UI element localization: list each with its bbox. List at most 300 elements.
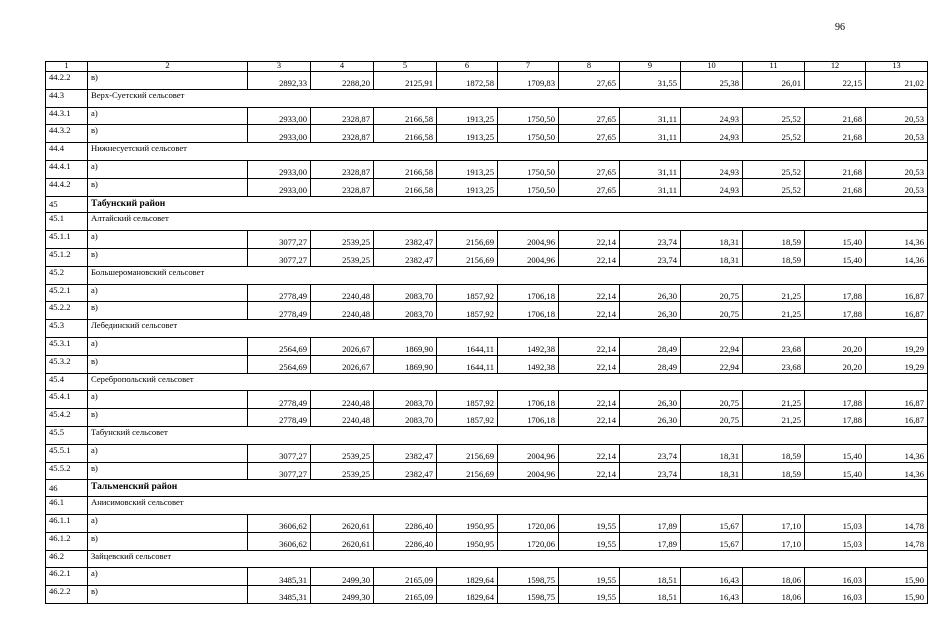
- value-cell: 2156,69: [437, 444, 498, 462]
- column-number-cell: 12: [805, 62, 866, 72]
- value-cell: 16,43: [681, 568, 743, 586]
- value-cell: 17,10: [743, 532, 805, 550]
- table-row: [46, 107, 928, 125]
- column-number-cell: 4: [311, 62, 374, 72]
- value-cell: 20,75: [681, 302, 743, 320]
- value-cell: 3077,27: [248, 248, 311, 266]
- value-cell: 2240,48: [311, 284, 374, 302]
- value-cell: 1706,18: [498, 302, 559, 320]
- row-code: 46.2.1: [46, 568, 88, 586]
- value-cell: 2328,87: [311, 107, 374, 125]
- council-title: Зайцевский сельсовет: [88, 550, 928, 568]
- value-cell: 15,03: [805, 514, 866, 532]
- value-cell: 20,53: [866, 178, 928, 196]
- value-cell: 21,25: [743, 409, 805, 427]
- value-cell: 31,11: [620, 160, 681, 178]
- table-row: [46, 160, 928, 178]
- value-cell: 23,68: [743, 337, 805, 355]
- value-cell: 15,90: [866, 586, 928, 604]
- value-cell: 23,74: [620, 462, 681, 480]
- table-row: [46, 391, 928, 409]
- value-cell: 1720,06: [498, 532, 559, 550]
- council-title: Лебединский сельсовет: [88, 320, 928, 338]
- value-cell: 27,65: [559, 72, 620, 90]
- value-cell: 16,87: [866, 284, 928, 302]
- council-header-row: [46, 550, 928, 568]
- table-row: [46, 302, 928, 320]
- value-cell: 2166,58: [374, 107, 437, 125]
- row-code: 45.2.2: [46, 302, 88, 320]
- value-cell: 22,94: [681, 355, 743, 373]
- value-cell: 19,29: [866, 337, 928, 355]
- row-label: а): [88, 514, 248, 532]
- value-cell: 2156,69: [437, 462, 498, 480]
- value-cell: 18,59: [743, 462, 805, 480]
- value-cell: 2382,47: [374, 462, 437, 480]
- value-cell: 1706,18: [498, 409, 559, 427]
- council-header-row: [46, 143, 928, 161]
- value-cell: 18,06: [743, 568, 805, 586]
- value-cell: 19,55: [559, 586, 620, 604]
- value-cell: 2004,96: [498, 248, 559, 266]
- table-row: [46, 248, 928, 266]
- value-cell: 3077,27: [248, 231, 311, 249]
- value-cell: 21,68: [805, 178, 866, 196]
- row-label: в): [88, 125, 248, 143]
- value-cell: 1644,11: [437, 355, 498, 373]
- row-code: 46: [46, 480, 88, 497]
- value-cell: 2083,70: [374, 391, 437, 409]
- value-cell: 27,65: [559, 160, 620, 178]
- value-cell: 31,11: [620, 107, 681, 125]
- table-row: [46, 231, 928, 249]
- value-cell: 19,55: [559, 532, 620, 550]
- row-code: 45.4.2: [46, 409, 88, 427]
- value-cell: 24,93: [681, 125, 743, 143]
- tariff-table: [45, 61, 928, 604]
- value-cell: 2539,25: [311, 248, 374, 266]
- value-cell: 3077,27: [248, 462, 311, 480]
- table-row: [46, 462, 928, 480]
- table-row: [46, 337, 928, 355]
- column-number-cell: 13: [866, 62, 928, 72]
- value-cell: 1913,25: [437, 107, 498, 125]
- value-cell: 2328,87: [311, 160, 374, 178]
- page-number: 96: [835, 22, 845, 33]
- value-cell: 2165,09: [374, 586, 437, 604]
- value-cell: 2933,00: [248, 107, 311, 125]
- value-cell: 3485,31: [248, 586, 311, 604]
- table-row: [46, 586, 928, 604]
- value-cell: 1750,50: [498, 107, 559, 125]
- row-code: 46.1.1: [46, 514, 88, 532]
- row-label: в): [88, 248, 248, 266]
- value-cell: 20,75: [681, 409, 743, 427]
- value-cell: 1709,83: [498, 72, 559, 90]
- council-header-row: [46, 213, 928, 231]
- value-cell: 2004,96: [498, 444, 559, 462]
- value-cell: 17,88: [805, 284, 866, 302]
- value-cell: 2499,30: [311, 586, 374, 604]
- value-cell: 16,87: [866, 391, 928, 409]
- value-cell: 2933,00: [248, 178, 311, 196]
- value-cell: 23,74: [620, 248, 681, 266]
- value-cell: 2382,47: [374, 444, 437, 462]
- value-cell: 16,43: [681, 586, 743, 604]
- value-cell: 2026,67: [311, 355, 374, 373]
- row-label: а): [88, 107, 248, 125]
- value-cell: 20,53: [866, 160, 928, 178]
- table-row: [46, 532, 928, 550]
- value-cell: 2778,49: [248, 409, 311, 427]
- value-cell: 17,88: [805, 391, 866, 409]
- row-code: 44.3.2: [46, 125, 88, 143]
- value-cell: 31,11: [620, 178, 681, 196]
- value-cell: 2240,48: [311, 391, 374, 409]
- row-code: 45.5.2: [46, 462, 88, 480]
- value-cell: 2539,25: [311, 231, 374, 249]
- value-cell: 24,93: [681, 160, 743, 178]
- value-cell: 2564,69: [248, 337, 311, 355]
- value-cell: 1750,50: [498, 178, 559, 196]
- value-cell: 22,14: [559, 284, 620, 302]
- value-cell: 22,94: [681, 337, 743, 355]
- value-cell: 25,38: [681, 72, 743, 90]
- value-cell: 22,14: [559, 462, 620, 480]
- table-row: [46, 178, 928, 196]
- value-cell: 18,59: [743, 248, 805, 266]
- column-number-cell: 8: [559, 62, 620, 72]
- value-cell: 1950,95: [437, 514, 498, 532]
- row-code: 45.4.1: [46, 391, 88, 409]
- column-number-cell: 2: [88, 62, 248, 72]
- row-label: в): [88, 462, 248, 480]
- row-label: а): [88, 337, 248, 355]
- value-cell: 3077,27: [248, 444, 311, 462]
- row-code: 45.3.2: [46, 355, 88, 373]
- value-cell: 1872,58: [437, 72, 498, 90]
- value-cell: 18,31: [681, 462, 743, 480]
- row-code: 45.2.1: [46, 284, 88, 302]
- value-cell: 21,68: [805, 107, 866, 125]
- value-cell: 1706,18: [498, 391, 559, 409]
- value-cell: 1913,25: [437, 178, 498, 196]
- value-cell: 1950,95: [437, 532, 498, 550]
- column-number-cell: 10: [681, 62, 743, 72]
- value-cell: 16,03: [805, 586, 866, 604]
- value-cell: 15,40: [805, 231, 866, 249]
- value-cell: 2156,69: [437, 248, 498, 266]
- value-cell: 1598,75: [498, 586, 559, 604]
- value-cell: 16,03: [805, 568, 866, 586]
- value-cell: 2778,49: [248, 284, 311, 302]
- value-cell: 18,59: [743, 231, 805, 249]
- value-cell: 20,75: [681, 284, 743, 302]
- row-label: а): [88, 444, 248, 462]
- row-label: в): [88, 178, 248, 196]
- column-number-cell: 9: [620, 62, 681, 72]
- council-header-row: [46, 426, 928, 444]
- council-header-row: [46, 497, 928, 515]
- value-cell: 2125,91: [374, 72, 437, 90]
- value-cell: 2166,58: [374, 178, 437, 196]
- value-cell: 26,30: [620, 302, 681, 320]
- column-number-cell: 6: [437, 62, 498, 72]
- value-cell: 14,78: [866, 514, 928, 532]
- value-cell: 22,14: [559, 231, 620, 249]
- value-cell: 2166,58: [374, 125, 437, 143]
- value-cell: 22,14: [559, 337, 620, 355]
- value-cell: 21,25: [743, 284, 805, 302]
- value-cell: 14,36: [866, 231, 928, 249]
- value-cell: 17,10: [743, 514, 805, 532]
- value-cell: 1829,64: [437, 586, 498, 604]
- council-header-row: [46, 89, 928, 107]
- row-label: в): [88, 409, 248, 427]
- value-cell: 2778,49: [248, 391, 311, 409]
- value-cell: 2620,61: [311, 514, 374, 532]
- row-label: а): [88, 284, 248, 302]
- row-code: 45.1.2: [46, 248, 88, 266]
- value-cell: 20,75: [681, 391, 743, 409]
- value-cell: 23,74: [620, 231, 681, 249]
- value-cell: 1857,92: [437, 302, 498, 320]
- row-code: 46.2.2: [46, 586, 88, 604]
- row-code: 46.1.2: [46, 532, 88, 550]
- row-code: 44.4.2: [46, 178, 88, 196]
- value-cell: 24,93: [681, 107, 743, 125]
- value-cell: 2539,25: [311, 462, 374, 480]
- row-code: 46.1: [46, 497, 88, 515]
- table-body: [46, 62, 928, 604]
- table-row: [46, 444, 928, 462]
- row-code: 45.2: [46, 266, 88, 284]
- council-title: Табунский сельсовет: [88, 426, 928, 444]
- row-code: 44.4: [46, 143, 88, 161]
- district-title: Тальменский район: [88, 480, 928, 497]
- column-number-cell: 11: [743, 62, 805, 72]
- row-code: 45.1: [46, 213, 88, 231]
- row-code: 45.5: [46, 426, 88, 444]
- table-row: [46, 284, 928, 302]
- value-cell: 2933,00: [248, 160, 311, 178]
- row-label: в): [88, 72, 248, 90]
- value-cell: 2620,61: [311, 532, 374, 550]
- value-cell: 20,53: [866, 125, 928, 143]
- value-cell: 23,68: [743, 355, 805, 373]
- table-row: [46, 409, 928, 427]
- value-cell: 23,74: [620, 444, 681, 462]
- value-cell: 1857,92: [437, 409, 498, 427]
- column-number-cell: 7: [498, 62, 559, 72]
- row-label: а): [88, 391, 248, 409]
- row-label: в): [88, 532, 248, 550]
- row-label: в): [88, 355, 248, 373]
- value-cell: 1492,38: [498, 337, 559, 355]
- table-row: [46, 568, 928, 586]
- row-code: 44.2.2: [46, 72, 88, 90]
- row-label: в): [88, 586, 248, 604]
- value-cell: 15,40: [805, 248, 866, 266]
- row-code: 44.4.1: [46, 160, 88, 178]
- council-title: Верх-Суетский сельсовет: [88, 89, 928, 107]
- table-row: [46, 355, 928, 373]
- value-cell: 2564,69: [248, 355, 311, 373]
- council-header-row: [46, 373, 928, 391]
- value-cell: 2156,69: [437, 231, 498, 249]
- row-code: 45: [46, 196, 88, 213]
- value-cell: 14,36: [866, 248, 928, 266]
- value-cell: 1913,25: [437, 125, 498, 143]
- table-row: [46, 514, 928, 532]
- value-cell: 1750,50: [498, 160, 559, 178]
- value-cell: 18,51: [620, 568, 681, 586]
- value-cell: 2933,00: [248, 125, 311, 143]
- value-cell: 2004,96: [498, 462, 559, 480]
- value-cell: 2083,70: [374, 284, 437, 302]
- value-cell: 1492,38: [498, 355, 559, 373]
- value-cell: 2382,47: [374, 248, 437, 266]
- value-cell: 26,01: [743, 72, 805, 90]
- value-cell: 2778,49: [248, 302, 311, 320]
- column-number-row: [46, 62, 928, 72]
- value-cell: 16,87: [866, 302, 928, 320]
- district-header-row: [46, 196, 928, 213]
- value-cell: 20,53: [866, 107, 928, 125]
- value-cell: 17,89: [620, 514, 681, 532]
- value-cell: 19,55: [559, 568, 620, 586]
- value-cell: 2892,33: [248, 72, 311, 90]
- value-cell: 1857,92: [437, 391, 498, 409]
- value-cell: 21,02: [866, 72, 928, 90]
- value-cell: 1869,90: [374, 337, 437, 355]
- value-cell: 15,40: [805, 462, 866, 480]
- value-cell: 25,52: [743, 178, 805, 196]
- value-cell: 1720,06: [498, 514, 559, 532]
- value-cell: 19,29: [866, 355, 928, 373]
- value-cell: 2165,09: [374, 568, 437, 586]
- row-code: 46.2: [46, 550, 88, 568]
- value-cell: 26,30: [620, 391, 681, 409]
- row-label: а): [88, 160, 248, 178]
- value-cell: 22,14: [559, 391, 620, 409]
- value-cell: 2026,67: [311, 337, 374, 355]
- row-code: 44.3: [46, 89, 88, 107]
- value-cell: 19,55: [559, 514, 620, 532]
- value-cell: 2288,20: [311, 72, 374, 90]
- value-cell: 18,06: [743, 586, 805, 604]
- value-cell: 1857,92: [437, 284, 498, 302]
- value-cell: 22,14: [559, 409, 620, 427]
- council-header-row: [46, 266, 928, 284]
- value-cell: 14,36: [866, 444, 928, 462]
- value-cell: 17,89: [620, 532, 681, 550]
- row-code: 44.3.1: [46, 107, 88, 125]
- value-cell: 16,87: [866, 409, 928, 427]
- value-cell: 14,78: [866, 532, 928, 550]
- value-cell: 24,93: [681, 178, 743, 196]
- council-header-row: [46, 320, 928, 338]
- value-cell: 21,68: [805, 125, 866, 143]
- value-cell: 2328,87: [311, 125, 374, 143]
- value-cell: 18,31: [681, 231, 743, 249]
- value-cell: 2382,47: [374, 231, 437, 249]
- value-cell: 21,68: [805, 160, 866, 178]
- row-code: 45.4: [46, 373, 88, 391]
- value-cell: 2286,40: [374, 514, 437, 532]
- value-cell: 2083,70: [374, 302, 437, 320]
- value-cell: 27,65: [559, 125, 620, 143]
- value-cell: 1706,18: [498, 284, 559, 302]
- value-cell: 31,11: [620, 125, 681, 143]
- value-cell: 20,20: [805, 355, 866, 373]
- value-cell: 14,36: [866, 462, 928, 480]
- value-cell: 27,65: [559, 107, 620, 125]
- column-number-cell: 1: [46, 62, 88, 72]
- value-cell: 2166,58: [374, 160, 437, 178]
- row-code: 45.1.1: [46, 231, 88, 249]
- value-cell: 26,30: [620, 409, 681, 427]
- value-cell: 17,88: [805, 409, 866, 427]
- value-cell: 1913,25: [437, 160, 498, 178]
- district-title: Табунский район: [88, 196, 928, 213]
- value-cell: 1644,11: [437, 337, 498, 355]
- value-cell: 22,15: [805, 72, 866, 90]
- value-cell: 25,52: [743, 160, 805, 178]
- value-cell: 28,49: [620, 337, 681, 355]
- value-cell: 2083,70: [374, 409, 437, 427]
- value-cell: 2539,25: [311, 444, 374, 462]
- row-label: а): [88, 231, 248, 249]
- value-cell: 3606,62: [248, 514, 311, 532]
- council-title: Алтайский сельсовет: [88, 213, 928, 231]
- value-cell: 31,55: [620, 72, 681, 90]
- value-cell: 15,67: [681, 532, 743, 550]
- table-row: [46, 125, 928, 143]
- column-number-cell: 5: [374, 62, 437, 72]
- value-cell: 22,14: [559, 444, 620, 462]
- value-cell: 15,40: [805, 444, 866, 462]
- value-cell: 18,31: [681, 444, 743, 462]
- value-cell: 3606,62: [248, 532, 311, 550]
- value-cell: 27,65: [559, 178, 620, 196]
- value-cell: 15,67: [681, 514, 743, 532]
- value-cell: 2240,48: [311, 409, 374, 427]
- council-title: Анисимовский сельсовет: [88, 497, 928, 515]
- value-cell: 28,49: [620, 355, 681, 373]
- value-cell: 21,25: [743, 302, 805, 320]
- value-cell: 17,88: [805, 302, 866, 320]
- council-title: Серебропольский сельсовет: [88, 373, 928, 391]
- row-code: 45.3.1: [46, 337, 88, 355]
- value-cell: 2499,30: [311, 568, 374, 586]
- value-cell: 22,14: [559, 248, 620, 266]
- row-label: а): [88, 568, 248, 586]
- row-code: 45.3: [46, 320, 88, 338]
- value-cell: 1750,50: [498, 125, 559, 143]
- value-cell: 21,25: [743, 391, 805, 409]
- table-row: [46, 72, 928, 90]
- row-label: в): [88, 302, 248, 320]
- value-cell: 18,51: [620, 586, 681, 604]
- value-cell: 15,90: [866, 568, 928, 586]
- council-title: Большеромановский сельсовет: [88, 266, 928, 284]
- value-cell: 18,31: [681, 248, 743, 266]
- value-cell: 3485,31: [248, 568, 311, 586]
- district-header-row: [46, 480, 928, 497]
- value-cell: 2240,48: [311, 302, 374, 320]
- value-cell: 2286,40: [374, 532, 437, 550]
